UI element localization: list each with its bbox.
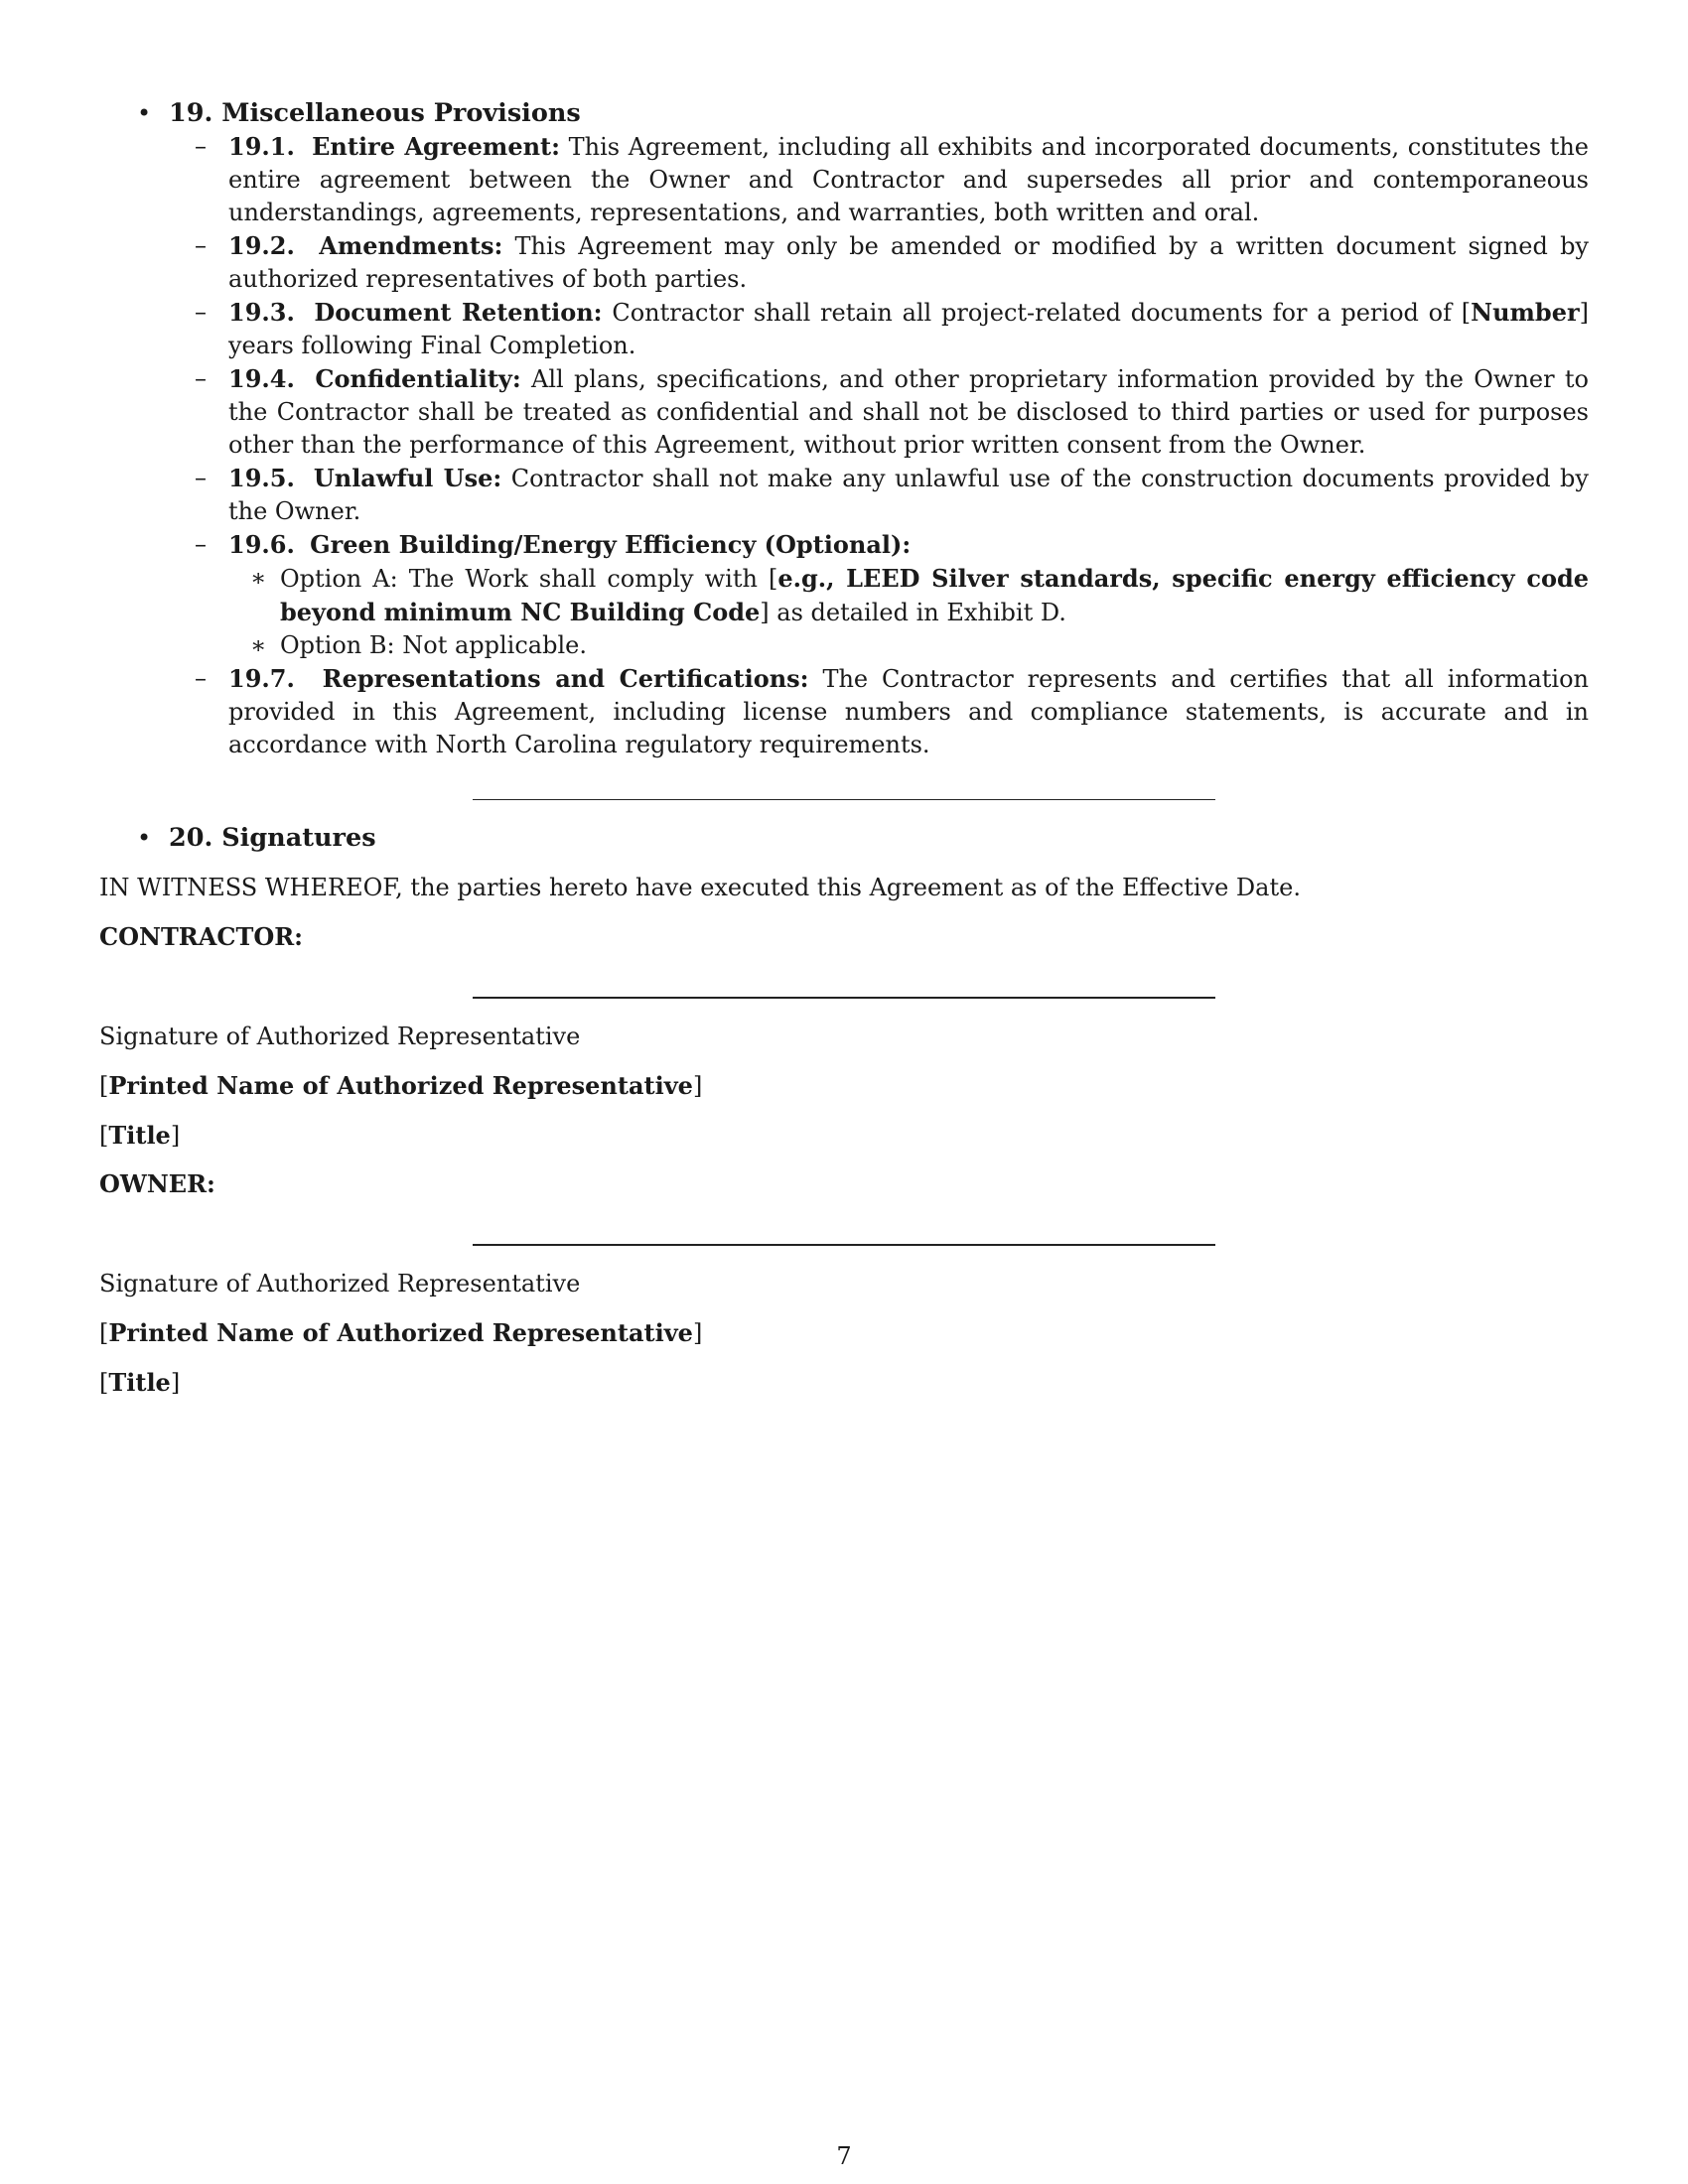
owner-printed-name [99,1316,702,1350]
owner-signature-caption: Signature of Authorized Representative [99,1270,581,1297]
clause-text: This Agreement, including all exhibits and incorporated documents, constitutes the entire agreement between the Owner and Contractor and supersedes all prior and contemporaneous understandings, agreements, representations, and warranties, both written and oral. [228,133,1590,226]
bracket-open: [ [99,1122,109,1150]
clause-text: Contractor shall retain all project-related documents for a period of [ [612,299,1472,327]
clause-number: 19.2. [228,231,295,260]
owner-title [99,1366,180,1400]
placeholder-standard: e.g., LEED Silver standards, specific energy efficiency code beyond minimum NC Building Code [280,564,1589,626]
clause-label: Green Building/Energy Efficiency (Optional): [310,530,912,559]
bracket-close: ] [170,1122,181,1150]
clause-number: 19.5. [228,464,295,492]
option-text: Option A: The Work shall comply with [ [280,565,778,593]
contractor-title [99,1119,180,1153]
clause-text: This Agreement may only be amended or modified by a written document signed by authorized representatives of both parties. [228,232,1589,293]
option-text: Option B: Not applicable. [280,631,587,659]
owner-signature-line[interactable] [473,1244,1215,1246]
clause-number: 19.3. [228,298,295,327]
dash-icon: – [195,464,207,491]
clause-19-7 [169,662,1589,761]
bracket-open: [ [99,1072,109,1100]
page-number: 7 [836,2142,852,2170]
clause-text: Contractor shall not make any unlawful use of the construction documents provided by the Owner. [228,465,1589,525]
asterisk-icon: ∗ [250,631,267,659]
section-divider [473,799,1215,800]
section-19-title: 19. Miscellaneous Provisions [169,98,581,128]
section-20-title: 20. Signatures [169,823,376,853]
clause-label: Amendments: [319,231,503,260]
dash-icon: – [195,530,207,558]
owner-printed-name-placeholder: Printed Name of Authorized Representative [108,1318,693,1347]
dash-icon: – [195,364,207,392]
clause-number: 19.1. [228,132,295,161]
dash-icon: – [195,298,207,326]
clause-text-after: ] years following Final Completion. [228,299,1589,359]
witness-statement: IN WITNESS WHEREOF, the parties hereto have executed this Agreement as of the Effective Date. [99,874,1301,901]
clause-19-4 [169,362,1589,462]
owner-title-placeholder: Title [108,1368,171,1397]
dash-icon: – [195,132,207,160]
clause-text: The Contractor represents and certifies that all information provided in this Agreement, including license numbers and compliance statements, is accurate and in accordance with North Carolina regulatory requirements. [228,665,1589,758]
clause-number: 19.7. [228,664,295,693]
clause-text: All plans, specifications, and other proprietary information provided by the Owner to the Contractor shall be treated as confidential and shall not be disclosed to third parties or used for purposes other than the performance of this Agreement, without prior written consent from the Owner. [228,365,1589,459]
document-page [99,97,1589,761]
clause-number: 19.6. [228,530,295,559]
bracket-close: ] [170,1369,181,1397]
clause-number: 19.4. [228,364,295,393]
option-text-after: ] as detailed in Exhibit D. [760,599,1066,626]
asterisk-icon: ∗ [250,564,267,592]
contractor-signature-caption: Signature of Authorized Representative [99,1023,581,1050]
clause-19-6 [169,528,1589,662]
dash-icon: – [195,231,207,259]
contractor-signature-line[interactable] [473,997,1215,999]
dash-icon: – [195,664,207,692]
clause-label: Representations and Certifications: [322,664,809,693]
section-19 [99,97,1589,761]
contractor-heading: CONTRACTOR: [99,922,304,951]
owner-heading: OWNER: [99,1169,215,1198]
clause-label: Unlawful Use: [313,464,502,492]
option-list [228,562,1589,662]
bracket-close: ] [692,1072,703,1100]
option-b [228,629,1589,662]
bracket-close: ] [692,1319,703,1347]
contractor-title-placeholder: Title [108,1121,171,1150]
bullet-icon: • [137,99,152,127]
clause-label: Entire Agreement: [312,132,560,161]
option-a [228,562,1589,629]
bracket-open: [ [99,1369,109,1397]
clause-19-2 [169,229,1589,296]
bracket-open: [ [99,1319,109,1347]
bullet-icon: • [137,824,152,852]
clause-label: Document Retention: [314,298,603,327]
clause-19-1 [169,130,1589,229]
contractor-printed-name [99,1069,702,1103]
clause-19-3 [169,296,1589,362]
clause-19-5 [169,462,1589,528]
clause-label: Confidentiality: [315,364,521,393]
placeholder-number: Number [1471,298,1580,327]
section-19-items [169,130,1589,761]
section-20 [99,822,1658,855]
contractor-printed-name-placeholder: Printed Name of Authorized Representative [108,1071,693,1100]
